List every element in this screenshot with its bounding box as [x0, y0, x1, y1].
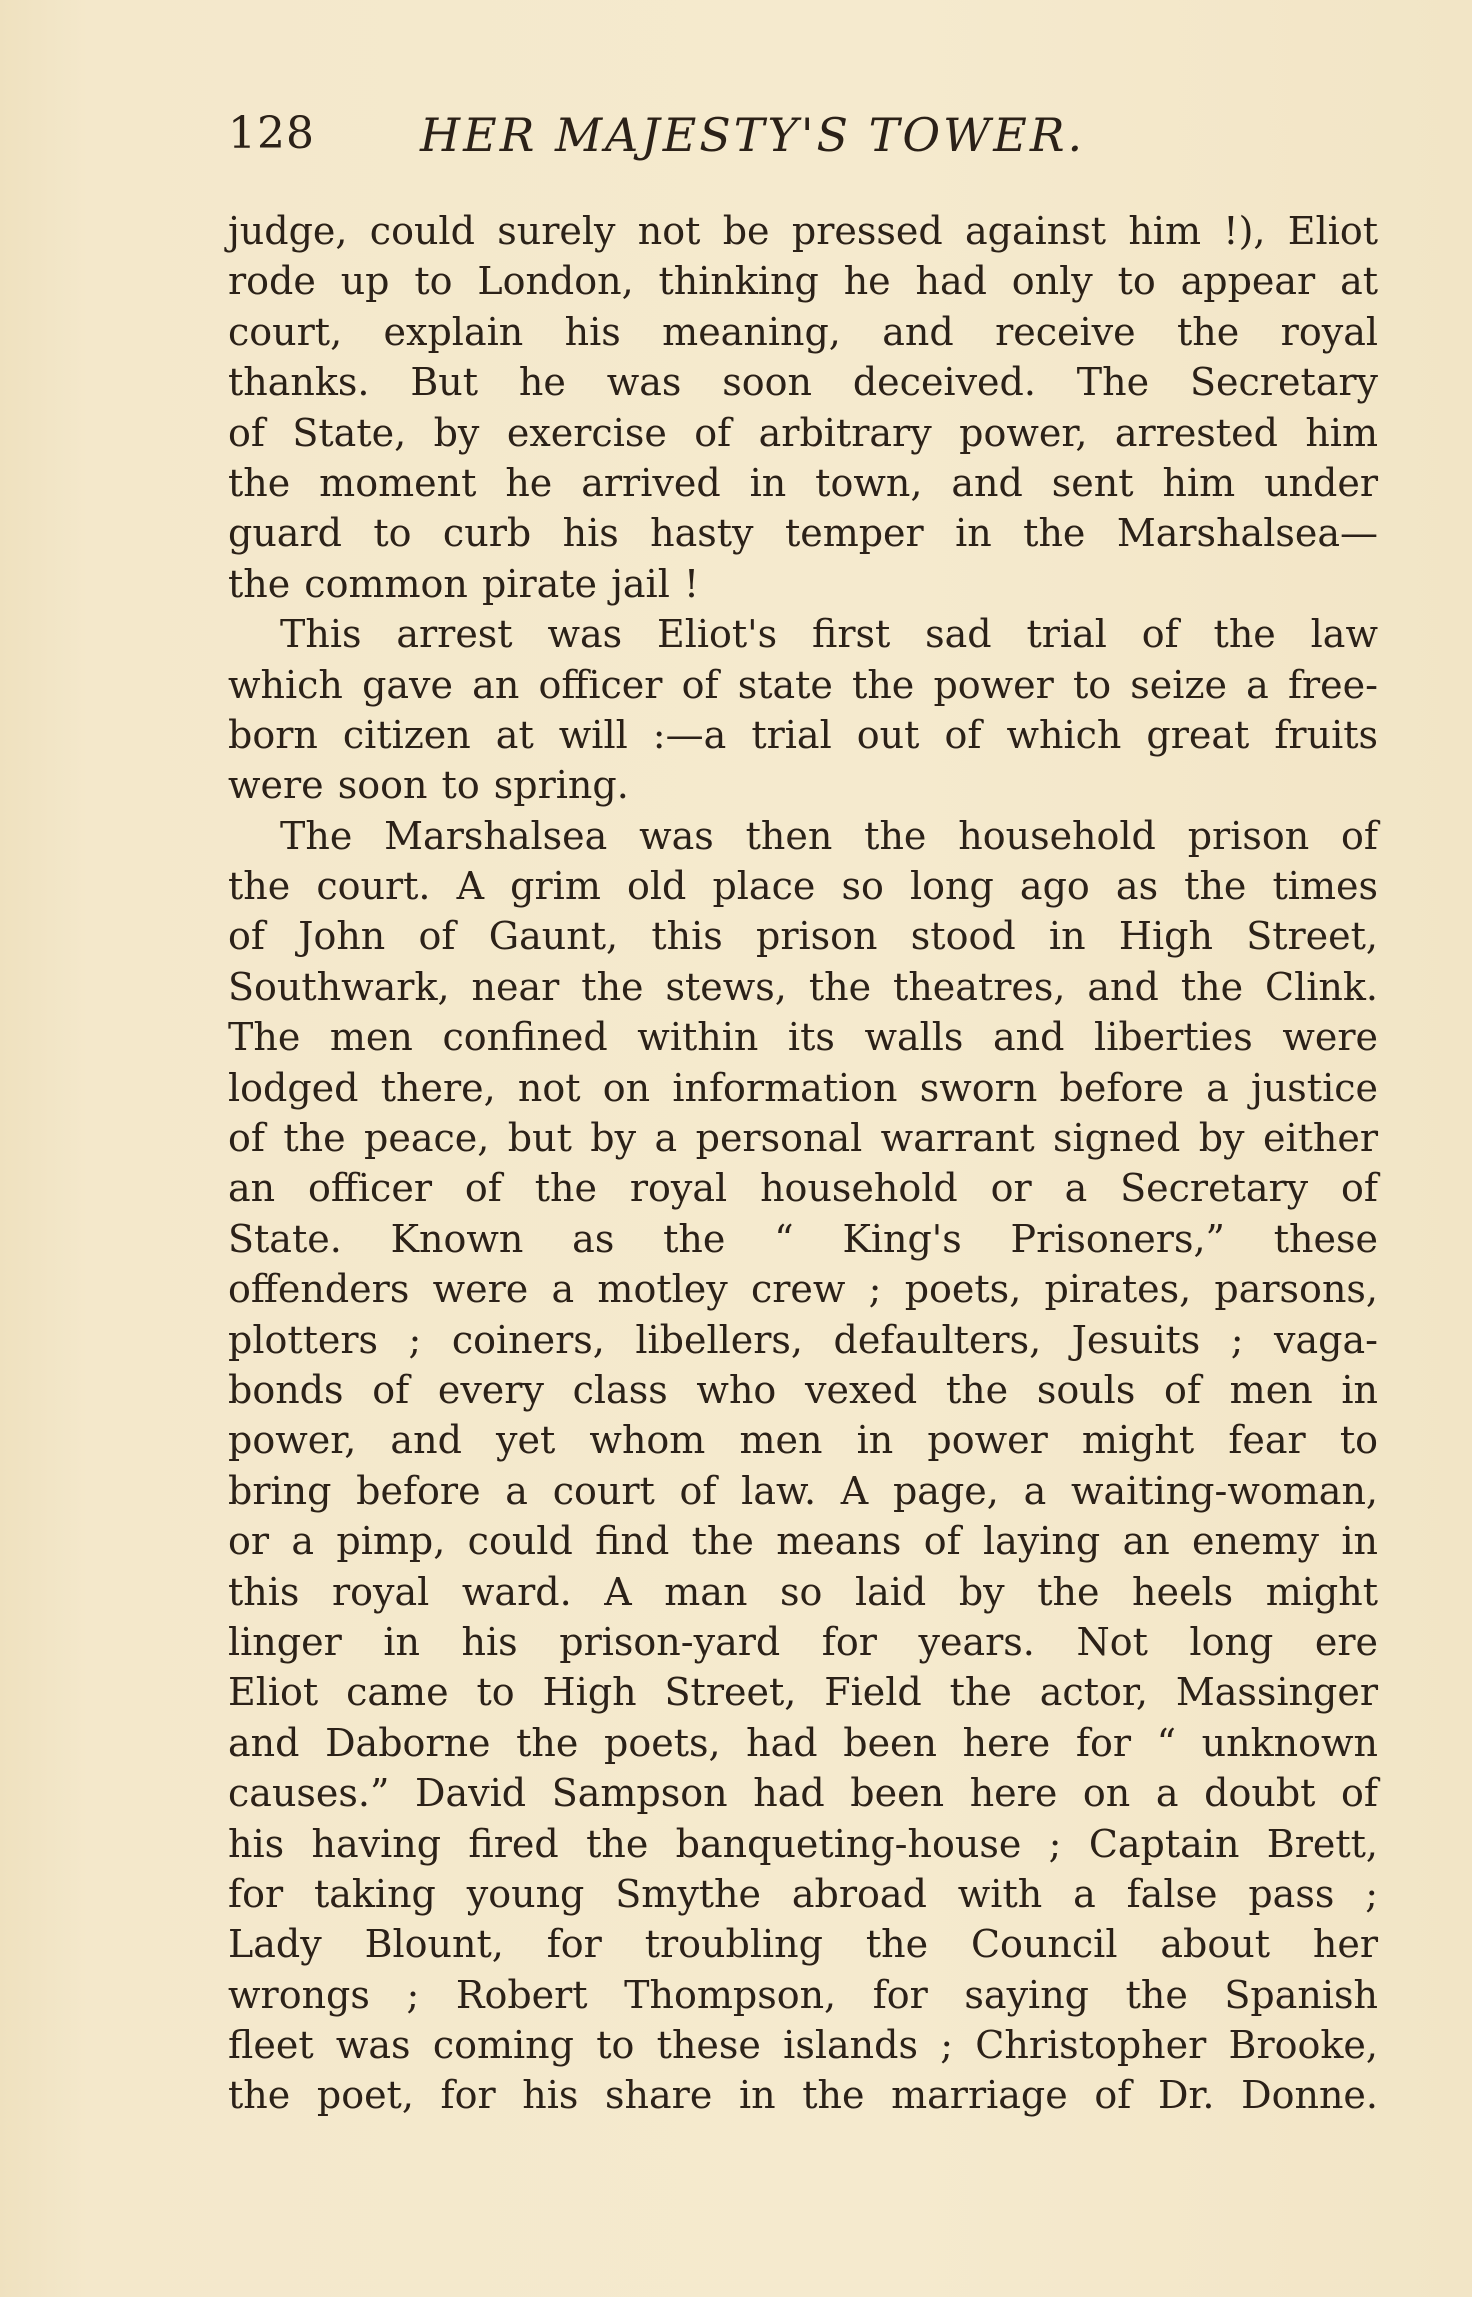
text-line: of the peace, but by a personal warrant signed by either [228, 1116, 1378, 1161]
text-line: bring before a court of law. A page, a waiting-woman, [228, 1468, 1378, 1513]
running-head: HER MAJESTY'S TOWER. [420, 108, 1086, 162]
text-line: this royal ward. A man so laid by the heels might [228, 1569, 1378, 1614]
text-line: wrongs ; Robert Thompson, for saying the Spanish [228, 1972, 1378, 2017]
text-line: State. Known as the “ King's Prisoners,” these [228, 1216, 1378, 1261]
text-line: thanks. But he was soon deceived. The Secretary [228, 360, 1378, 405]
text-line: of John of Gaunt, this prison stood in High Street, [228, 914, 1378, 959]
text-line: an officer of the royal household or a Secretary of [228, 1166, 1378, 1211]
text-line: plotters ; coiners, libellers, defaulters, Jesuits ; vaga- [228, 1317, 1378, 1362]
text-line: born citizen at will :—a trial out of which great fruits [228, 712, 1378, 757]
text-line: fleet was coming to these islands ; Christopher Brooke, [228, 2023, 1378, 2068]
text-line: the poet, for his share in the marriage of Dr. Donne. [228, 2073, 1378, 2118]
text-line: offenders were a motley crew ; poets, pirates, parsons, [228, 1267, 1378, 1312]
paragraph-start-line: The Marshalsea was then the household prison of [280, 813, 1378, 858]
text-line: for taking young Smythe abroad with a false pass ; [228, 1871, 1378, 1916]
text-line: court, explain his meaning, and receive the royal [228, 309, 1378, 354]
text-line: Eliot came to High Street, Field the actor, Massinger [228, 1670, 1378, 1715]
text-line: of State, by exercise of arbitrary power, arrested him [228, 410, 1378, 455]
text-line: his having fired the banqueting-house ; Captain Brett, [228, 1821, 1378, 1866]
text-line: linger in his prison-yard for years. Not long ere [228, 1619, 1378, 1664]
text-line: the common pirate jail ! [228, 561, 700, 606]
text-line: judge, could surely not be pressed against him !), Eliot [228, 209, 1378, 253]
text-line: causes.” David Sampson had been here on a doubt of [228, 1771, 1378, 1816]
text-line: were soon to spring. [228, 763, 629, 808]
text-line: bonds of every class who vexed the souls of men in [228, 1367, 1378, 1412]
text-line: The men confined within its walls and liberties were [228, 1015, 1378, 1060]
text-line: lodged there, not on information sworn before a justice [228, 1065, 1378, 1110]
text-line: the moment he arrived in town, and sent him under [228, 460, 1378, 505]
text-line: and Daborne the poets, had been here for “ unknown [228, 1720, 1378, 1765]
body-text [228, 206, 1378, 2121]
text-line: rode up to London, thinking he had only to appear at [228, 259, 1378, 304]
text-line: or a pimp, could find the means of laying an enemy in [228, 1519, 1378, 1564]
text-line: the court. A grim old place so long ago as the times [228, 864, 1378, 909]
text-line: power, and yet whom men in power might fear to [228, 1418, 1378, 1463]
text-line: which gave an officer of state the power to seize a free- [228, 662, 1378, 707]
text-line: guard to curb his hasty temper in the Marshalsea— [228, 511, 1378, 556]
paragraph-start-line: This arrest was Eliot's first sad trial of the law [280, 612, 1378, 657]
text-line: Lady Blount, for troubling the Council about her [228, 1922, 1378, 1967]
page-header [228, 100, 1248, 170]
page-number: 128 [228, 108, 315, 159]
text-line: Southwark, near the stews, the theatres, and the Clink. [228, 964, 1378, 1009]
